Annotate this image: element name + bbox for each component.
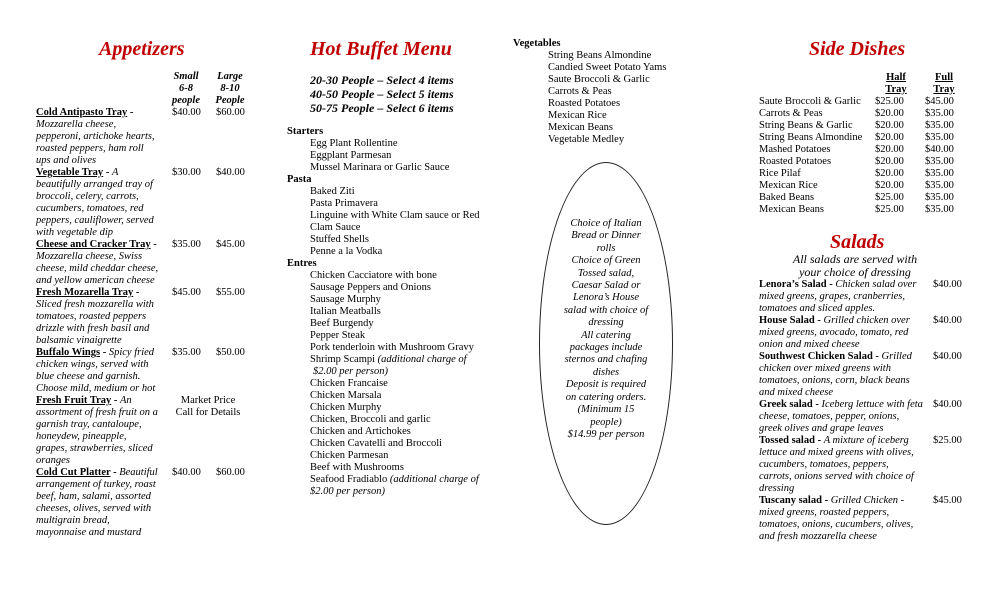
buffet-tiers: 20-30 People – Select 4 items 40-50 People – Select 5 items 50-75 People – Select 6 items — [310, 73, 454, 115]
list-item: Pasta Primavera — [310, 198, 378, 209]
vegetables-heading: Vegetables — [513, 38, 561, 49]
price-small: $40.00 — [172, 107, 201, 118]
list-item: Roasted Potatoes — [548, 98, 621, 109]
salad-price: $45.00 — [933, 495, 962, 506]
salad-price: $25.00 — [933, 435, 962, 446]
list-item: Eggplant Parmesan — [310, 150, 392, 161]
table-row: Mexican Beans $25.00 $35.00 — [759, 204, 954, 215]
full-tray-header: Full Tray — [933, 72, 955, 95]
list-item: Chicken Marsala — [310, 390, 382, 401]
item-title: Cold Cut Platter — [36, 467, 111, 478]
price-large: $45.00 — [216, 239, 245, 250]
appetizer-item: Fresh Mozarella Tray - Sliced fresh mozzarella with tomatoes, roasted peppers drizzle with fresh basil and balsamic vinaigrette — [36, 287, 154, 346]
list-item: Beef Burgendy — [310, 318, 374, 329]
salad-item: House Salad - Grilled chicken over mixed greens, avocado, tomato, red onion and mixed cheese — [759, 315, 910, 350]
list-item: Chicken Parmesan — [310, 450, 389, 461]
table-row: Rice Pilaf $20.00 $35.00 — [759, 168, 954, 179]
side-dishes-heading: Side Dishes — [809, 38, 906, 60]
appetizer-item: Vegetable Tray - A beautifully arranged tray of broccoli, celery, carrots, cucumbers, tomatoes, red peppers, cauliflower, served with vegetable dip — [36, 167, 154, 238]
half-tray-header: Half Tray — [885, 72, 907, 95]
salads-heading: Salads — [830, 231, 885, 253]
list-item: Sausage Murphy — [310, 294, 381, 305]
list-item: Linguine with White Clam sauce or Red — [310, 210, 480, 221]
list-item: Saute Broccoli & Garlic — [548, 74, 650, 85]
salad-price: $40.00 — [933, 399, 962, 410]
list-item: Penne a la Vodka — [310, 246, 383, 257]
appetizer-item: Cold Cut Platter - Beautiful arrangement of turkey, roast beef, ham, salami, assorted cheeses, olives, served with multigrain bread, mayonnaise and mustard — [36, 467, 158, 538]
market-price-note: Market Price Call for Details — [175, 395, 241, 418]
list-item: Mussel Marinara or Garlic Sauce — [310, 162, 450, 173]
side-dishes-table — [759, 96, 954, 216]
list-item: Pepper Steak — [310, 330, 366, 341]
table-row: Saute Broccoli & Garlic $25.00 $45.00 — [759, 96, 954, 107]
price-large: $60.00 — [216, 467, 245, 478]
list-item: String Beans Almondine — [548, 50, 652, 61]
item-title: Fresh Mozarella Tray — [36, 287, 134, 298]
table-row: Baked Beans $25.00 $35.00 — [759, 192, 954, 203]
vegetables-list — [513, 38, 666, 146]
table-row: Mexican Rice $20.00 $35.00 — [759, 180, 954, 191]
list-item: Chicken Cacciatore with bone — [310, 270, 437, 281]
item-title: Southwest Chicken Salad — [759, 351, 873, 362]
list-item: Baked Ziti — [310, 186, 355, 197]
item-title: Fresh Fruit Tray — [36, 395, 112, 406]
list-item: Seafood Fradiablo (additional charge of — [310, 474, 479, 485]
item-title: Cheese and Cracker Tray — [36, 239, 151, 250]
small-column-header: Small 6-8 people — [172, 71, 200, 106]
list-item-note: $2.00 per person) — [313, 366, 388, 377]
list-item: Chicken Cavatelli and Broccoli — [310, 438, 443, 449]
section-entres: Entres — [287, 258, 317, 269]
item-title: Lenora’s Salad — [759, 279, 827, 290]
buffet-menu-list — [287, 126, 502, 498]
table-row: Roasted Potatoes $20.00 $35.00 — [759, 156, 954, 167]
price-large: $55.00 — [216, 287, 245, 298]
list-item: Clam Sauce — [310, 222, 361, 233]
appetizer-item: Buffalo Wings - Spicy fried chicken wings, served with blue cheese and garnish. Choose mild, medium or hot — [36, 347, 156, 394]
price-small: $35.00 — [172, 347, 201, 358]
list-item: Pork tenderloin with Mushroom Gravy — [310, 342, 474, 353]
list-item: Mexican Beans — [548, 122, 614, 133]
appetizer-item: Fresh Fruit Tray - An assortment of fresh fruit on a garnish tray, cantaloupe, honeydew, pineapple, grapes, strawberries, sliced oranges — [36, 395, 158, 466]
salads-subtitle: All salads are served with your choice of dressing — [792, 252, 918, 279]
list-item: Carrots & Peas — [548, 86, 612, 97]
list-item: Stuffed Shells — [310, 234, 370, 245]
large-column-header: Large 8-10 People — [215, 71, 245, 106]
salad-item: Greek salad - Iceberg lettuce with feta cheese, tomatoes, pepper, onions, greek olives and grape leaves — [759, 399, 923, 434]
item-title: Greek salad — [759, 399, 813, 410]
section-pasta: Pasta — [287, 174, 312, 185]
item-title: Tossed salad — [759, 435, 815, 446]
list-item: Italian Meatballs — [310, 306, 381, 317]
table-row: Carrots & Peas $20.00 $35.00 — [759, 108, 954, 119]
list-item: Chicken Murphy — [310, 402, 382, 413]
list-item: Chicken, Broccoli and garlic — [310, 414, 431, 425]
list-item-note: $2.00 per person) — [310, 486, 385, 497]
list-item: Chicken and Artichokes — [310, 426, 411, 437]
table-row: String Beans & Garlic $20.00 $35.00 — [759, 120, 954, 131]
table-row: String Beans Almondine $20.00 $35.00 — [759, 132, 954, 143]
appetizers-heading: Appetizers — [99, 38, 185, 60]
item-title: Buffalo Wings — [36, 347, 101, 358]
item-title: House Salad — [759, 315, 815, 326]
list-item: Sausage Peppers and Onions — [310, 282, 432, 293]
salad-price: $40.00 — [933, 315, 962, 326]
price-large: $40.00 — [216, 167, 245, 178]
price-small: $45.00 — [172, 287, 201, 298]
list-item: Egg Plant Rollentine — [310, 138, 398, 149]
salad-item: Lenora’s Salad - Chicken salad over mixed greens, grapes, cranberries, tomatoes and sliced apples. — [759, 279, 917, 314]
list-item: Vegetable Medley — [548, 134, 625, 145]
list-item: Shrimp Scampi (additional charge of — [310, 354, 467, 365]
list-item: Chicken Francaise — [310, 378, 388, 389]
item-title: Cold Antipasto Tray — [36, 107, 128, 118]
salad-item: Tuscany salad - Grilled Chicken - mixed greens, roasted peppers, tomatoes, onions, cucumbers, olives, and fresh mozzarella cheese — [759, 495, 914, 542]
price-small: $40.00 — [172, 467, 201, 478]
price-small: $35.00 — [172, 239, 201, 250]
salad-item: Southwest Chicken Salad - Grilled chicken over mixed greens with tomatoes, onions, corn, black beans and mixed cheese — [759, 351, 912, 398]
price-small: $30.00 — [172, 167, 201, 178]
list-item: Beef with Mushrooms — [310, 462, 404, 473]
salad-item: Tossed salad - A mixture of iceberg lettuce and mixed greens with olives, cucumbers, tomatoes, peppers, carrots, onions served with choice of dressing — [759, 435, 914, 494]
item-title: Tuscany salad — [759, 495, 822, 506]
table-row: Mashed Potatoes $20.00 $40.00 — [759, 144, 954, 155]
list-item: Candied Sweet Potato Yams — [548, 62, 667, 73]
salad-price: $40.00 — [933, 351, 962, 362]
appetizer-item: Cheese and Cracker Tray - Mozzarella cheese, Swiss cheese, mild cheddar cheese, and yellow american cheese — [36, 239, 159, 286]
price-large: $50.00 — [216, 347, 245, 358]
salad-price: $40.00 — [933, 279, 962, 290]
list-item: Mexican Rice — [548, 110, 607, 121]
price-large: $60.00 — [216, 107, 245, 118]
package-info-text: Choice of Italian Bread or Dinner rolls Choice of Green Tossed salad, Caesar Salad or Lenora’s House salad with choice of dressing All catering packages include sternos and chafing dishes Deposit is required on catering orders. (Minimum 15 people) $14.99 per person — [563, 218, 649, 440]
item-title: Vegetable Tray — [36, 167, 104, 178]
appetizer-item: Cold Antipasto Tray - Mozzarella cheese, pepperoni, artichoke hearts, roasted peppers, ham roll ups and olives — [36, 107, 155, 166]
hot-buffet-heading: Hot Buffet Menu — [310, 38, 452, 60]
section-starters: Starters — [287, 126, 324, 137]
